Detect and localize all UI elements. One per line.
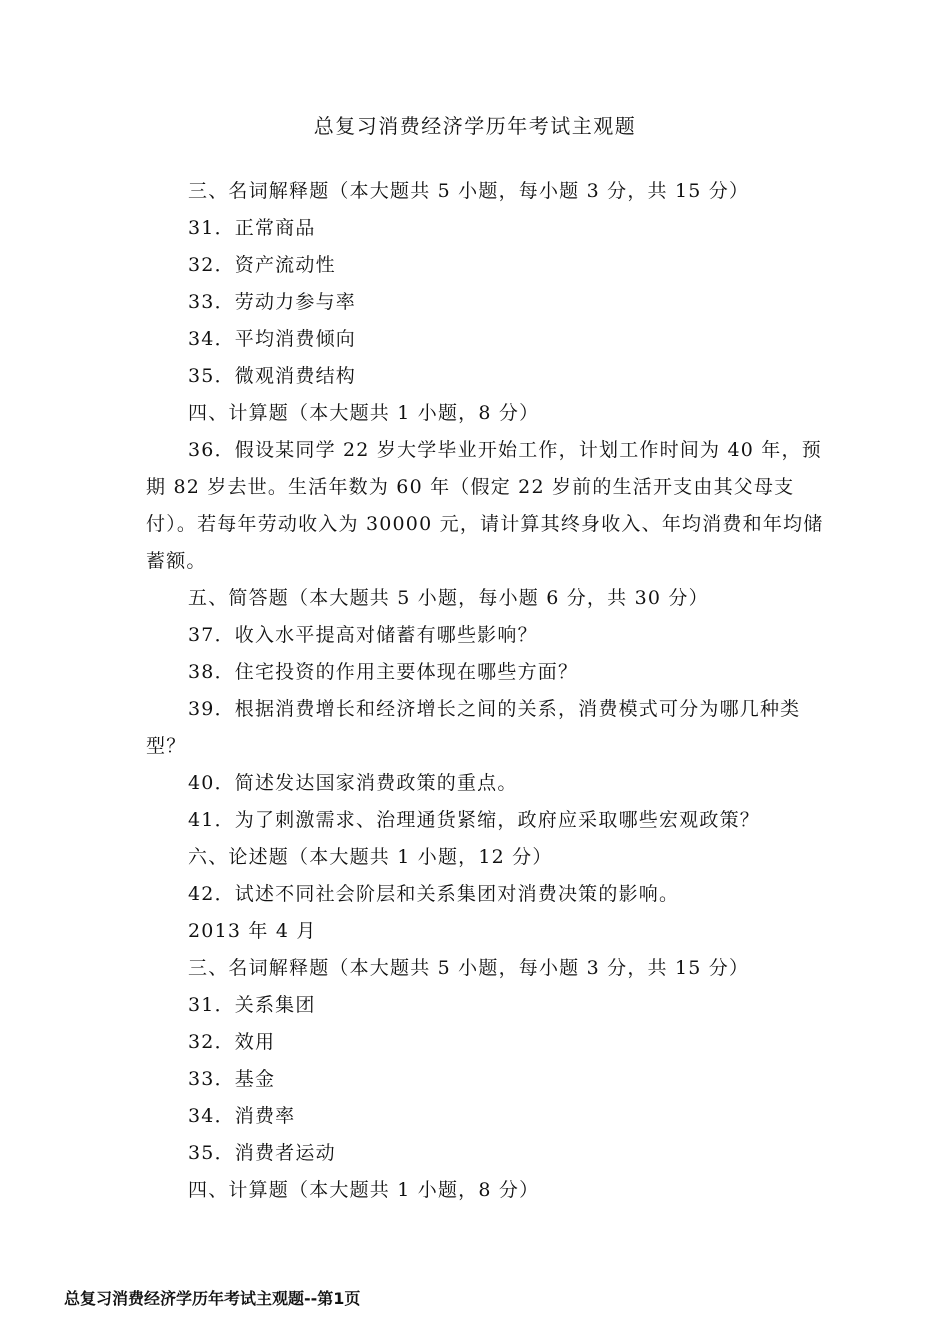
question-item: 33．基金 [188, 1068, 276, 1090]
page-footer: 总复习消费经济学历年考试主观题--第1页 [64, 1289, 361, 1308]
question-item: 31．关系集团 [188, 994, 316, 1016]
question-item: 32．资产流动性 [188, 254, 336, 276]
question-item: 38．住宅投资的作用主要体现在哪些方面？ [188, 661, 579, 683]
question-item: 40．简述发达国家消费政策的重点。 [188, 772, 518, 794]
question-item: 35．消费者运动 [188, 1142, 336, 1164]
section-heading: 四、计算题（本大题共 1 小题，8 分） [188, 1179, 540, 1201]
section-heading: 五、简答题（本大题共 5 小题，每小题 6 分，共 30 分） [188, 587, 709, 609]
section-heading: 六、论述题（本大题共 1 小题，12 分） [188, 846, 553, 868]
document-body [146, 173, 826, 1209]
question-item: 33．劳动力参与率 [188, 291, 356, 313]
section-heading: 三、名词解释题（本大题共 5 小题，每小题 3 分，共 15 分） [188, 180, 750, 202]
question-item: 42．试述不同社会阶层和关系集团对消费决策的影响。 [188, 883, 680, 905]
question-item: 39．根据消费增长和经济增长之间的关系，消费模式可分为哪几种类型？ [146, 698, 801, 757]
section-heading: 三、名词解释题（本大题共 5 小题，每小题 3 分，共 15 分） [188, 957, 750, 979]
question-item: 37．收入水平提高对储蓄有哪些影响？ [188, 624, 538, 646]
section-heading: 四、计算题（本大题共 1 小题，8 分） [188, 402, 540, 424]
question-item: 31．正常商品 [188, 217, 316, 239]
question-item: 34．平均消费倾向 [188, 328, 356, 350]
question-item: 35．微观消费结构 [188, 365, 356, 387]
exam-date: 2013 年 4 月 [188, 920, 317, 942]
question-item: 32．效用 [188, 1031, 276, 1053]
document-title: 总复习消费经济学历年考试主观题 [313, 114, 637, 138]
question-item: 36．假设某同学 22 岁大学毕业开始工作，计划工作时间为 40 年，预期 82 岁去世。生活年数为 60 年（假定 22 岁前的生活开支由其父母支付）。若每年劳动收入为 30000 元，请计算其终身收入、年均消费和年均储蓄额。 [146, 439, 824, 572]
question-item: 34．消费率 [188, 1105, 296, 1127]
question-item: 41．为了刺激需求、治理通货紧缩，政府应采取哪些宏观政策？ [188, 809, 760, 831]
